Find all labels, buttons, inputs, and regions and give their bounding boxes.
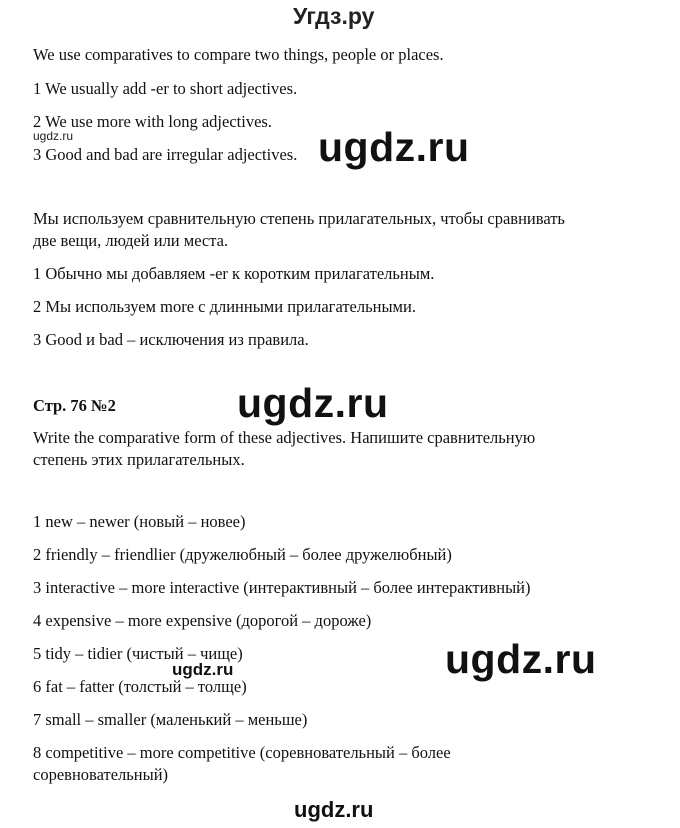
english-rule-3: 3 Good and bad are irregular adjectives. (33, 145, 298, 164)
exercise-heading: Стр. 76 №2 (33, 396, 116, 415)
russian-intro-line-1: Мы используем сравнительную степень прилагательных, чтобы сравнивать (33, 209, 565, 228)
exercise-instruction-line-1: Write the comparative form of these adjectives. Напишите сравнительную (33, 428, 536, 447)
watermark-large: ugdz.ru (318, 124, 470, 170)
site-title: Угдз.ру (293, 3, 375, 29)
answer-item: 5 tidy – tidier (чистый – чище) (33, 644, 243, 663)
answer-item: 3 interactive – more interactive (интерактивный – более интерактивный) (33, 578, 531, 597)
watermark-large: ugdz.ru (237, 380, 389, 426)
russian-intro-line-2: две вещи, людей или места. (33, 231, 229, 250)
russian-rule-3: 3 Good и bad – исключения из правила. (33, 330, 309, 349)
answer-item: 1 new – newer (новый – новее) (33, 512, 246, 531)
watermark-small: ugdz.ru (33, 129, 74, 143)
exercise-instruction-line-2: степень этих прилагательных. (33, 450, 245, 469)
russian-rule-2: 2 Мы используем more с длинными прилагательными. (33, 297, 416, 316)
english-rule-1: 1 We usually add -er to short adjectives. (33, 79, 298, 98)
answer-item: 7 small – smaller (маленький – меньше) (33, 710, 308, 729)
answer-item-continuation: соревновательный) (33, 765, 169, 784)
answer-item: 8 competitive – more competitive (соревновательный – более (33, 743, 451, 762)
watermark-large: ugdz.ru (445, 636, 597, 682)
watermark-footer: ugdz.ru (294, 797, 374, 822)
answer-item: 2 friendly – friendlier (дружелюбный – более дружелюбный) (33, 545, 452, 564)
answer-item: 6 fat – fatter (толстый – толще) (33, 677, 247, 696)
english-intro-line: We use comparatives to compare two things, people or places. (33, 45, 444, 64)
answer-item: 4 expensive – more expensive (дорогой – дороже) (33, 611, 372, 630)
russian-rule-1: 1 Обычно мы добавляем -er к коротким прилагательным. (33, 264, 435, 283)
watermark-medium: ugdz.ru (172, 660, 234, 679)
english-rule-2: 2 We use more with long adjectives. (33, 112, 272, 131)
